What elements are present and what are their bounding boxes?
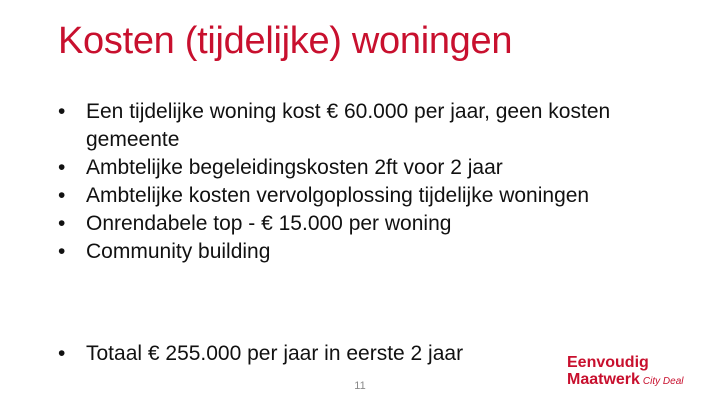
bullet-dot-icon: • bbox=[58, 212, 66, 235]
bullet-item bbox=[58, 154, 698, 182]
bullet-text: Ambtelijke kosten vervolgoplossing tijdelijke woningen bbox=[86, 184, 590, 207]
logo-line1: Eenvoudig bbox=[567, 354, 649, 371]
bullet-text: Community building bbox=[86, 240, 271, 263]
bullet-text: Ambtelijke begeleidingskosten 2ft voor 2 jaar bbox=[86, 156, 503, 179]
bullet-item bbox=[58, 182, 698, 210]
bullet-text: Onrendabele top - € 15.000 per woning bbox=[86, 212, 452, 235]
bullet-item bbox=[58, 98, 698, 154]
bullet-item-total bbox=[58, 340, 463, 368]
bullet-dot-icon: • bbox=[58, 100, 66, 123]
logo-line2 bbox=[567, 371, 684, 390]
bullet-dot-icon: • bbox=[58, 184, 66, 207]
total-text: Totaal € 255.000 per jaar in eerste 2 jaar bbox=[86, 342, 464, 365]
eenvoudig-maatwerk-logo bbox=[567, 352, 717, 392]
logo-line2-text: Maatwerk bbox=[567, 371, 640, 388]
slide-title: Kosten (tijdelijke) woningen bbox=[58, 20, 513, 62]
bullet-dot-icon: • bbox=[58, 240, 66, 263]
bullet-item bbox=[58, 238, 698, 266]
bullet-dot-icon: • bbox=[58, 342, 66, 365]
bullet-dot-icon: • bbox=[58, 156, 66, 179]
bullet-text: Een tijdelijke woning kost € 60.000 per jaar, geen kosten gemeente bbox=[86, 100, 611, 151]
logo-tag: City Deal bbox=[642, 376, 684, 387]
bullet-item bbox=[58, 210, 698, 238]
page-number: 11 bbox=[354, 380, 366, 392]
bullet-list bbox=[58, 98, 698, 266]
total-bullet bbox=[58, 340, 463, 368]
